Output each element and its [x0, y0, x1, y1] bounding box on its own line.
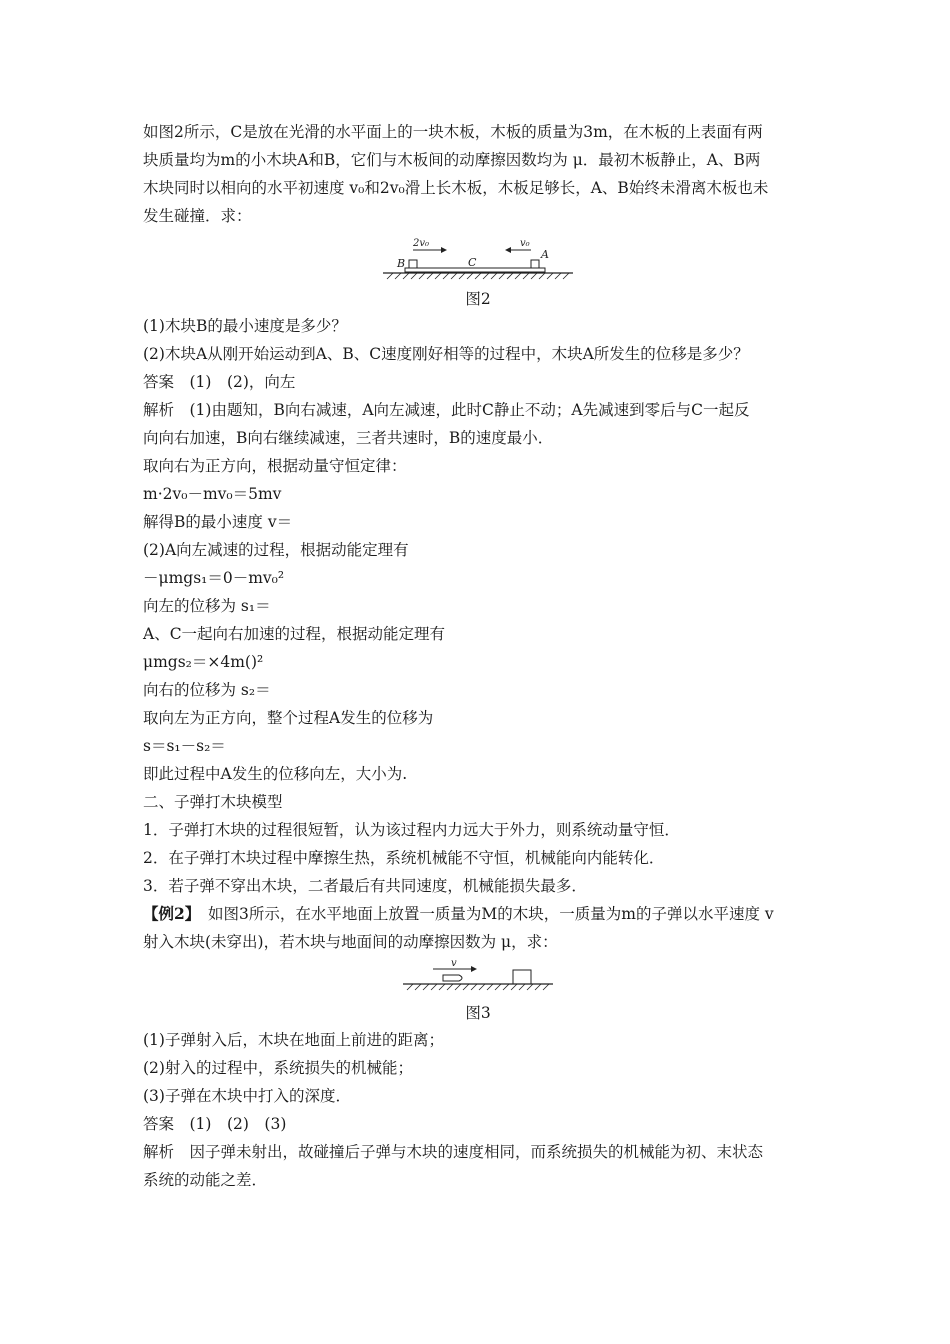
analysis-line: 向右的位移为 s₂＝	[143, 681, 271, 699]
figure-2-caption: 图2	[465, 290, 491, 308]
example-intro-line: 射入木块(未穿出)，若木块与地面间的动摩擦因数为 μ，求：	[143, 933, 558, 951]
question-1: (1)子弹射入后，木块在地面上前进的距离；	[143, 1031, 444, 1049]
label-B: B	[397, 257, 406, 270]
analysis-line: 向左的位移为 s₁＝	[143, 597, 271, 615]
problem1-questions	[143, 312, 813, 368]
point-item: 1．子弹打木块的过程很短暂，认为该过程内力远大于外力，则系统动量守恒．	[143, 821, 680, 839]
point-item: 2．在子弹打木块过程中摩擦生热，系统机械能不守恒，机械能向内能转化．	[143, 849, 665, 867]
label-2v0: 2v₀	[413, 238, 430, 249]
analysis-line: －μmgs₁＝0－mv₀²	[143, 569, 285, 587]
analysis-line: 向向右加速，B向右继续减速，三者共速时，B的速度最小．	[143, 429, 554, 447]
text-line: 块质量均为m的小木块A和B，它们与木板间的动摩擦因数均为 μ．最初木板静止，A、B两	[143, 151, 761, 169]
example2-questions	[143, 1026, 813, 1110]
label-v0: v₀	[520, 238, 530, 249]
analysis-line: m·2v₀－mv₀＝5mv	[143, 485, 282, 503]
example-intro-text: 如图3所示，在水平地面上放置一质量为M的木块，一质量为m的子弹以水平速度 v	[192, 905, 774, 923]
analysis-line: 取向左为正方向，整个过程A发生的位移为	[143, 709, 434, 727]
question-2: (2)射入的过程中，系统损失的机械能；	[143, 1059, 413, 1077]
text-line: 发生碰撞．求：	[143, 207, 252, 225]
answer-line: 答案 (1) (2) (3)	[143, 1115, 287, 1133]
analysis-line: A、C一起向右加速的过程，根据动能定理有	[143, 625, 446, 643]
point-item: 3．若子弹不穿出木块，二者最后有共同速度，机械能损失最多．	[143, 877, 587, 895]
analysis-line: 解析 (1)由题知，B向右减速，A向左减速，此时C静止不动；A先减速到零后与C一起反	[143, 401, 750, 419]
problem1-intro	[143, 118, 813, 230]
analysis-line: 解得B的最小速度 v＝	[143, 513, 293, 531]
ground-hatching	[387, 273, 569, 279]
figure-3-diagram	[403, 960, 553, 1000]
label-C: C	[468, 256, 477, 269]
text-line: 如图2所示，C是放在光滑的水平面上的一块木板，木板的质量为3m，在木板的上表面有两	[143, 123, 763, 141]
answer-line: 答案 (1) (2)，向左	[143, 373, 296, 391]
document-page	[143, 118, 813, 1194]
question-3: (3)子弹在木块中打入的深度．	[143, 1087, 351, 1105]
analysis-line: 取向右为正方向，根据动量守恒定律：	[143, 457, 407, 475]
text-line: 木块同时以相向的水平初速度 v₀和2v₀滑上长木板，木板足够长，A、B始终未滑离木板也未	[143, 179, 769, 197]
ground-hatching	[407, 984, 549, 990]
example-tag: 【例2】	[143, 904, 193, 923]
figure-3-caption: 图3	[465, 1004, 491, 1022]
question-1: (1)木块B的最小速度是多少？	[143, 317, 347, 335]
block-B	[409, 260, 417, 268]
example-intro-line	[143, 900, 813, 928]
question-2: (2)木块A从刚开始运动到A、B、C速度刚好相等的过程中，木块A所发生的位移是多少？	[143, 345, 749, 363]
bullet	[443, 975, 462, 981]
analysis-line: (2)A向左减速的过程，根据动能定理有	[143, 541, 409, 559]
label-A: A	[541, 248, 549, 261]
analysis-line: s＝s₁－s₂＝	[143, 737, 226, 755]
analysis-line: μmgs₂＝×4m()²	[143, 653, 264, 671]
section-heading: 二、子弹打木块模型	[143, 793, 283, 811]
block-A	[531, 260, 539, 268]
section2-points	[143, 816, 813, 900]
analysis-line: 即此过程中A发生的位移向左，大小为.	[143, 765, 408, 783]
problem1-analysis	[143, 396, 813, 788]
label-v: v	[451, 960, 457, 969]
example2-intro	[143, 900, 813, 956]
analysis-line: 解析 因子弹未射出，故碰撞后子弹与木块的速度相同，而系统损失的机械能为初、末状态	[143, 1143, 764, 1161]
wood-block	[513, 970, 531, 984]
analysis-line: 系统的动能之差．	[143, 1171, 268, 1189]
example2-analysis	[143, 1138, 813, 1194]
figure-2-diagram	[383, 236, 573, 286]
